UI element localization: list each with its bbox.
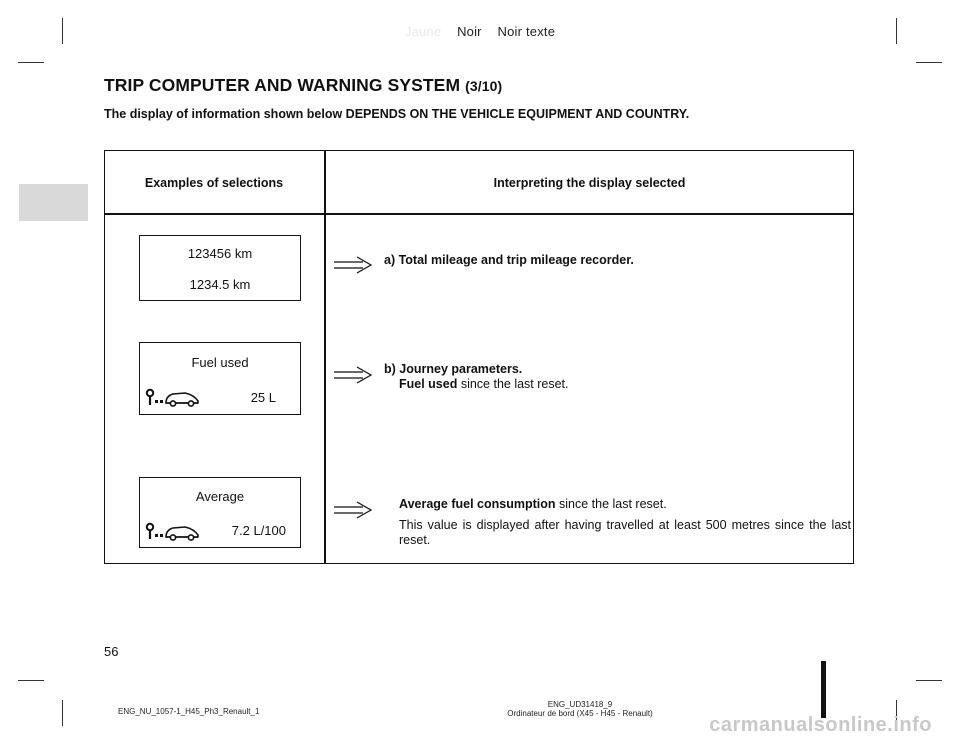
- section-tab: [19, 184, 88, 221]
- page-title: [104, 75, 502, 96]
- page-title-suffix: (3/10): [465, 78, 503, 94]
- footer-left-code: ENG_NU_1057-1_H45_Ph3_Renault_1: [118, 707, 260, 716]
- footer-doc-title: Ordinateur de bord (X45 - H45 - Renault): [507, 709, 653, 718]
- fuel-car-icon: [145, 387, 201, 409]
- footer-doc-id: ENG_UD31418_9: [547, 700, 613, 709]
- desc-journey-title: b) Journey parameters.: [384, 362, 523, 376]
- page-number: 56: [104, 644, 119, 659]
- double-arrow-icon: [333, 501, 373, 519]
- screen-total-mileage: 123456 km: [187, 246, 253, 261]
- double-arrow-icon: [333, 256, 373, 274]
- display-screen-average: [139, 477, 301, 548]
- page-subtitle: The display of information shown below DEPENDS ON THE VEHICLE EQUIPMENT AND COUNTRY.: [104, 107, 690, 121]
- desc-average-note: This value is displayed after having travelled at least 500 metres since the last reset.: [399, 518, 851, 547]
- screen-trip-mileage: 1234.5 km: [189, 277, 251, 292]
- color-mark-black-text: Noir texte: [497, 24, 556, 39]
- screen-fuel-used-value: 25 L: [250, 390, 276, 405]
- desc-average-consumption: [399, 497, 851, 548]
- col-header-examples: Examples of selections: [144, 176, 284, 190]
- color-mark-yellow: Jaune: [404, 24, 442, 39]
- double-arrow-icon: [333, 366, 373, 384]
- crop-mark: [18, 680, 44, 681]
- page-title-text: TRIP COMPUTER AND WARNING SYSTEM: [104, 75, 461, 95]
- col-header-interpretation: Interpreting the display selected: [493, 176, 686, 190]
- screen-average-label: Average: [195, 489, 245, 504]
- crop-mark: [62, 700, 63, 726]
- crop-mark: [916, 680, 942, 681]
- desc-fuel-used-term: Fuel used: [399, 377, 458, 391]
- desc-mileage: a) Total mileage and trip mileage recorder.: [384, 253, 634, 267]
- desc-average-term: Average fuel consumption: [399, 497, 556, 511]
- desc-fuel-used-line: [384, 377, 569, 392]
- desc-average-rest: since the last reset.: [555, 497, 667, 511]
- desc-average-line: [399, 497, 851, 512]
- display-screen-fuel-used: [139, 342, 301, 415]
- color-mark-black: Noir: [457, 24, 482, 39]
- color-marks: [0, 24, 960, 39]
- screen-fuel-used-label: Fuel used: [191, 355, 249, 370]
- thumb-index-bar: [821, 661, 826, 718]
- crop-mark: [18, 62, 44, 63]
- site-watermark: carmanualsonline.info: [709, 714, 932, 736]
- display-screen-mileage: [139, 235, 301, 301]
- fuel-car-icon: [145, 521, 201, 543]
- desc-fuel-used-rest: since the last reset.: [457, 377, 569, 391]
- screen-average-value: 7.2 L/100: [231, 523, 286, 538]
- crop-mark: [916, 62, 942, 63]
- desc-journey-parameters: [384, 362, 569, 392]
- table-divider-horizontal: [104, 213, 854, 215]
- footer-right-code: [480, 700, 680, 718]
